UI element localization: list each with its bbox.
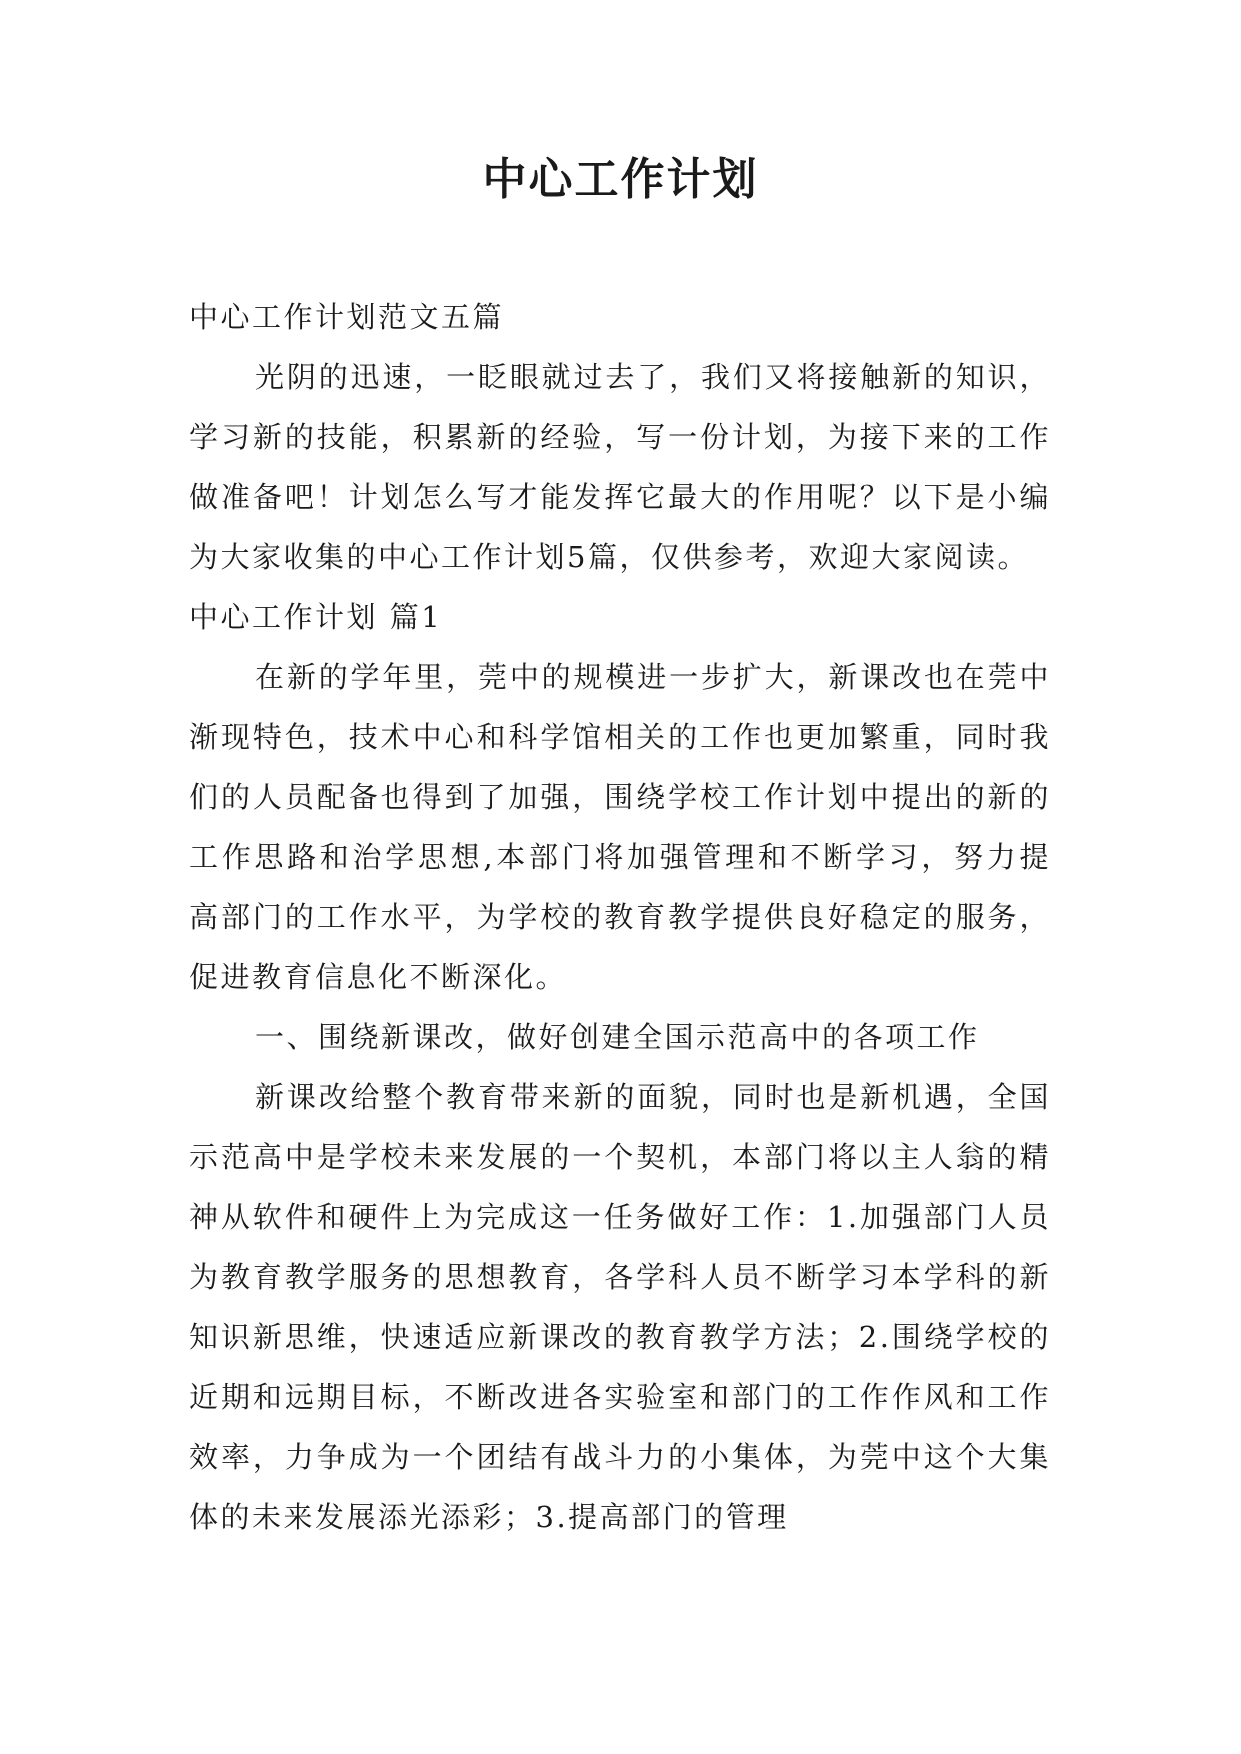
document-body [189, 287, 1051, 1547]
body-paragraph: 在新的学年里，莞中的规模进一步扩大，新课改也在莞中渐现特色，技术中心和科学馆相关的工作也更加繁重，同时我们的人员配备也得到了加强，围绕学校工作计划中提出的新的工作思路和治学思想,本部门将加强管理和不断学习，努力提高部门的工作水平，为学校的教育教学提供良好稳定的服务，促进教育信息化不断深化。 [189, 660, 1051, 994]
intro-paragraph: 光阴的迅速，一眨眼就过去了，我们又将接触新的知识，学习新的技能，积累新的经验，写一份计划，为接下来的工作做准备吧！计划怎么写才能发挥它最大的作用呢？以下是小编为大家收集的中心工作计划5篇，仅供参考，欢迎大家阅读。 [189, 360, 1051, 574]
body-paragraph: 新课改给整个教育带来新的面貌，同时也是新机遇，全国示范高中是学校未来发展的一个契机，本部门将以主人翁的精神从软件和硬件上为完成这一任务做好工作：1.加强部门人员为教育教学服务的思想教育，各学科人员不断学习本学科的新知识新思维，快速适应新课改的教育教学方法；2.围绕学校的近期和远期目标，不断改进各实验室和部门的工作作风和工作效率，力争成为一个团结有战斗力的小集体，为莞中这个大集体的未来发展添光添彩；3.提高部门的管理 [189, 1080, 1051, 1534]
document-title: 中心工作计划 [482, 154, 759, 205]
subsection-heading: 一、围绕新课改，做好创建全国示范高中的各项工作 [255, 1020, 980, 1054]
section-heading-1: 中心工作计划 篇1 [189, 600, 443, 634]
subtitle-paragraph: 中心工作计划范文五篇 [189, 300, 505, 334]
